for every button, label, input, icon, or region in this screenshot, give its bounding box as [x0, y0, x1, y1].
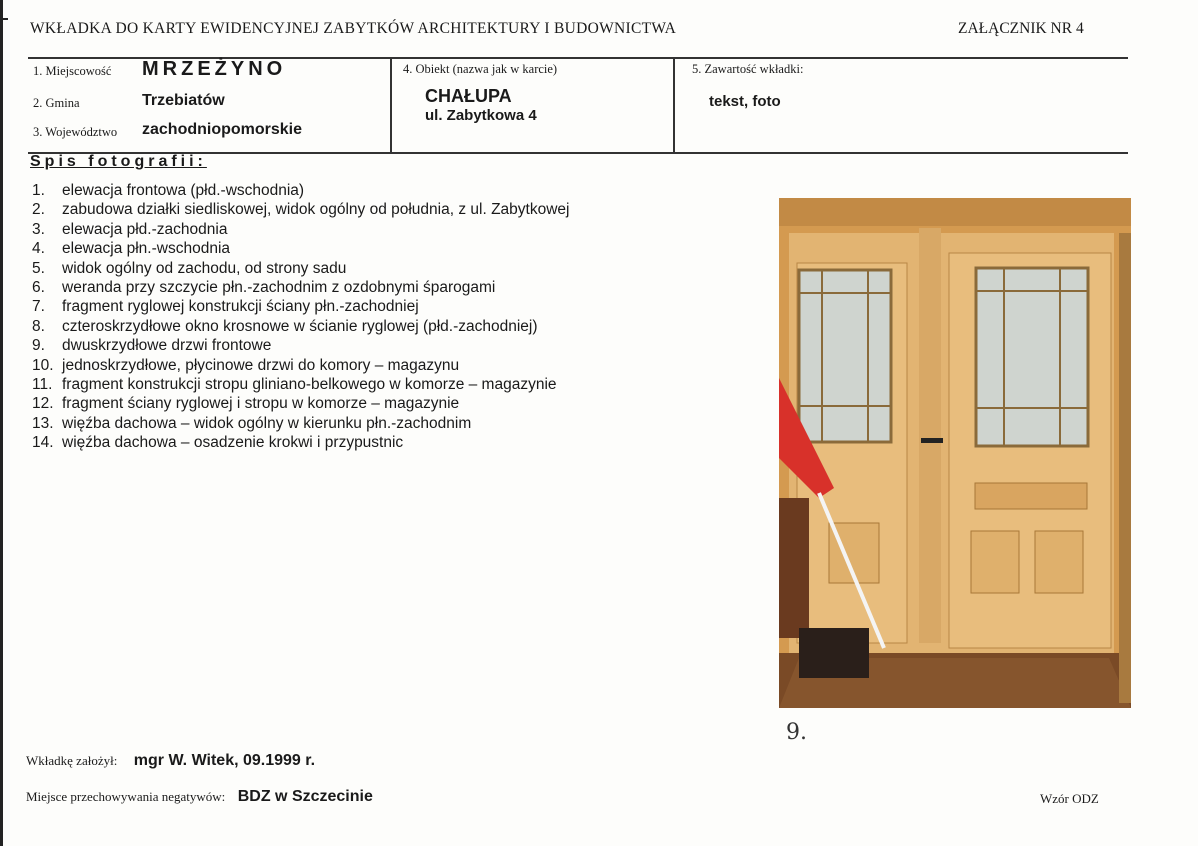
form-code: Wzór ODZ [1040, 791, 1099, 806]
list-item [32, 260, 346, 278]
list-item-text: elewacja płn.-wschodnia [62, 240, 231, 258]
list-item [32, 376, 557, 394]
zawartosc-label: 5. Zawartość wkładki: [692, 62, 804, 76]
list-item-number: 11. [32, 376, 53, 393]
list-item-text: czteroskrzydłowe okno krosnowe w ścianie ryglowej (płd.-zachodniej) [62, 317, 538, 335]
list-item-text: więźba dachowa – widok ogólny w kierunku płn.-zachodnim [62, 414, 472, 432]
storage-label: Miejsce przechowywania negatywów: [26, 789, 226, 804]
annex-number: ZAŁĄCZNIK NR 4 [958, 20, 1084, 37]
gmina-value: Trzebiatów [142, 92, 225, 109]
list-item-number: 12. [32, 395, 54, 413]
list-item-number: 9. [32, 337, 45, 355]
list-item-text: fragment ryglowej konstrukcji ściany płn.-zachodniej [62, 298, 419, 316]
list-item-text: elewacja płd.-zachodnia [62, 220, 228, 238]
column-divider [390, 59, 392, 154]
miejscowosc-value: MRZEŻYNO [142, 58, 287, 80]
author-row [26, 752, 315, 770]
list-item-number: 6. [32, 279, 45, 296]
list-item-text: zabudowa działki siedliskowej, widok ogólny od południa, z ul. Zabytkowej [62, 201, 570, 219]
list-item [32, 279, 495, 297]
list-item-number: 7. [32, 298, 45, 316]
list-item-text: fragment konstrukcji stropu gliniano-belkowego w komorze – magazynie [62, 376, 557, 393]
zawartosc-value: tekst, foto [709, 93, 781, 110]
list-item [32, 357, 459, 375]
list-item [32, 415, 471, 433]
scan-edge [0, 0, 3, 846]
door-photo-image [779, 198, 1131, 708]
list-item-text: jednoskrzydłowe, płycinowe drzwi do komory – magazynu [62, 356, 460, 374]
list-item-text: fragment ściany ryglowej i stropu w komorze – magazynie [62, 395, 460, 413]
wojewodztwo-value: zachodniopomorskie [142, 121, 303, 138]
miejscowosc-label: 1. Miejscowość [33, 64, 112, 78]
photo-caption: 9. [786, 720, 807, 745]
obiekt-address: ul. Zabytkowa 4 [425, 107, 537, 124]
list-item-number: 5. [32, 259, 45, 277]
list-item-number: 2. [32, 201, 45, 219]
list-item [32, 298, 419, 316]
list-item-number: 3. [32, 220, 45, 238]
column-divider [673, 59, 675, 154]
list-item-number: 10. [32, 356, 54, 374]
obiekt-value: CHAŁUPA [425, 86, 512, 106]
list-item [32, 201, 569, 219]
author-value: mgr W. Witek, 09.1999 r. [133, 752, 316, 769]
list-item-number: 13. [32, 414, 54, 432]
list-item [32, 434, 403, 452]
list-item [32, 318, 538, 336]
photo-list-title: Spis fotografii: [30, 153, 207, 170]
storage-value: BDZ w Szczecinie [237, 788, 373, 805]
list-item-number: 1. [32, 182, 45, 199]
list-item-number: 14. [32, 434, 54, 452]
list-item-text: dwuskrzydłowe drzwi frontowe [62, 337, 272, 355]
obiekt-label: 4. Obiekt (nazwa jak w karcie) [403, 62, 558, 76]
storage-row [26, 788, 373, 806]
list-item-text: więźba dachowa – osadzenie krokwi i przypustnic [62, 434, 404, 452]
list-item-text: widok ogólny od zachodu, od strony sadu [62, 259, 347, 277]
list-item [32, 395, 459, 413]
list-item-number: 8. [32, 317, 45, 335]
gmina-label: 2. Gmina [33, 96, 80, 110]
author-label: Wkładkę założył: [26, 753, 118, 768]
list-item [32, 182, 304, 200]
scan-mark [0, 18, 8, 20]
list-item-number: 4. [32, 240, 45, 258]
list-item [32, 240, 230, 258]
door-photo [779, 198, 1131, 708]
wojewodztwo-label: 3. Województwo [33, 125, 118, 139]
document-title: WKŁADKA DO KARTY EWIDENCYJNEJ ZABYTKÓW ARCHITEKTURY I BUDOWNICTWA [30, 20, 677, 37]
list-item-text: weranda przy szczycie płn.-zachodnim z ozdobnymi śparogami [62, 279, 496, 296]
list-item [32, 337, 271, 355]
list-item-text: elewacja frontowa (płd.-wschodnia) [62, 182, 305, 199]
list-item [32, 221, 227, 239]
